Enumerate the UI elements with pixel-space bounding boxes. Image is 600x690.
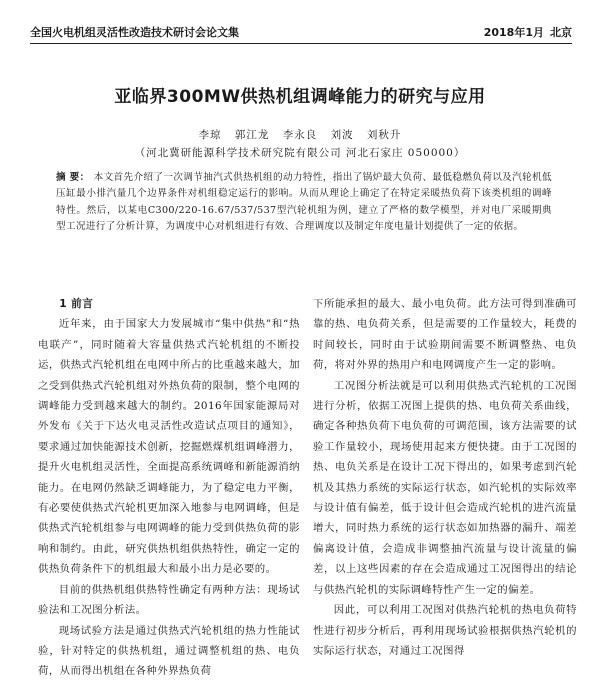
header-date-place bbox=[484, 24, 572, 40]
affiliation: （河北冀研能源科学技术研究院有限公司 河北石家庄 050000） bbox=[134, 147, 466, 159]
abstract-text: 本文首先介绍了一次调节抽汽式供热机组的动力特性，指出了锅炉最大负荷、最低稳燃负荷以及汽轮机低压缸最小排汽量几个边界条件对机组稳定运行的影响。从而从理论上确定了在特定采暖热负荷下该类机组的调峰特性。然后，以某电C300/220-16.67/537/537型汽轮机组为例，建立了严格的数学模型，并对电厂采暖期典型工况进行了分析计算，为调度中心对机组进行有效、合理调度以及制定年度电量计划提供了一定的依据。 bbox=[56, 172, 552, 232]
paragraph: 目前的供热机组供热特性确定有两种方法：现场试验法和工况图分析法。 bbox=[38, 583, 300, 617]
publication-date: 2018年1月 bbox=[483, 26, 544, 39]
running-header bbox=[30, 20, 572, 44]
publication-place: 北京 bbox=[550, 26, 572, 39]
left-column bbox=[38, 294, 300, 682]
journal-name: 全国火电机组灵活性改造技术研讨会论文集 bbox=[30, 26, 239, 39]
paragraph: 因此，可以利用工况图对供热汽轮机的热电负荷特性进行初步分析后，再利用现场试验根据供热汽轮机的实际运行状态，对通过工况图得 bbox=[313, 604, 577, 657]
right-column bbox=[313, 294, 577, 661]
paragraph: 工况图分析法就是可以利用供热式汽轮机的工况图进行分析，依据工况图上提供的热、电负荷关系曲线，确定各种热负荷下电负荷的可调范围，该方法需要的试验工作量较小，现场使用起来方便快捷。由于工况图的热、电负关系是在设计工况下得出的，如果考虑到汽轮机及其热力系统的实际运行状态，如汽轮机的实际效率与设计值有偏差，低于设计但会造成汽轮机的进汽流量增大，同时热力系统的运行状态如加热器的漏升、端差偏离设计值，会造成非调整抽汽流量与设计流量的偏差，以上这些因素的存在会造成通过工况图得出的结论与供热汽轮机的实际调峰特性产生一定的偏差。 bbox=[313, 379, 577, 596]
paper-title: 亚临界300MW供热机组调峰能力的研究与应用 bbox=[114, 87, 486, 107]
paragraph: 近年来，由于国家大力发展城市“集中供热”和“热电联产”，同时随着大容量供热式汽轮机组的不断投运，供热式汽轮机组在电网中所占的比重越来越大，加之受到供热式汽轮机组对外热负荷的限制，整个电网的调峰能力受到越来越大的制约。2016年国家能源局对外发布《关于下达火电灵活性改造试点项目的通知》，要求通过加快能源技术创新，挖掘燃煤机组调峰潜力，提升火电机组灵活性，全面提高系统调峰和新能源消纳能力。在电网仍然缺乏调峰能力，为了稳定电力平衡，有必要使供热式汽轮机更加深入地参与电网调峰，但是供热式汽轮机组参与电网调峰的能力受到供热负荷的影响和制约。由此，研究供热机组供热特性，确定一定的供热负荷条件下的机组最大和最小出力是必要的。 bbox=[38, 318, 300, 576]
abstract-label: 摘 要： bbox=[56, 172, 90, 183]
abstract bbox=[56, 170, 552, 235]
author-list: 李琼 郭江龙 李永良 刘波 刘秋升 bbox=[198, 129, 402, 141]
section-heading: 1 前言 bbox=[59, 298, 94, 310]
paragraph: 下所能承担的最大、最小电负荷。此方法可得到准确可靠的热、电负荷关系，但是需要的工作量较大，耗费的时间较长，同时由于试验期间需要不断调整热、电负荷，将对外界的热用户和电网调度产生一定的影响。 bbox=[313, 298, 577, 372]
paragraph: 现场试验方法是通过供热式汽轮机组的热力性能试验，针对特定的供热机组，通过调整机组的热、电负荷，从而得出机组在各种外界热负荷 bbox=[38, 624, 300, 678]
